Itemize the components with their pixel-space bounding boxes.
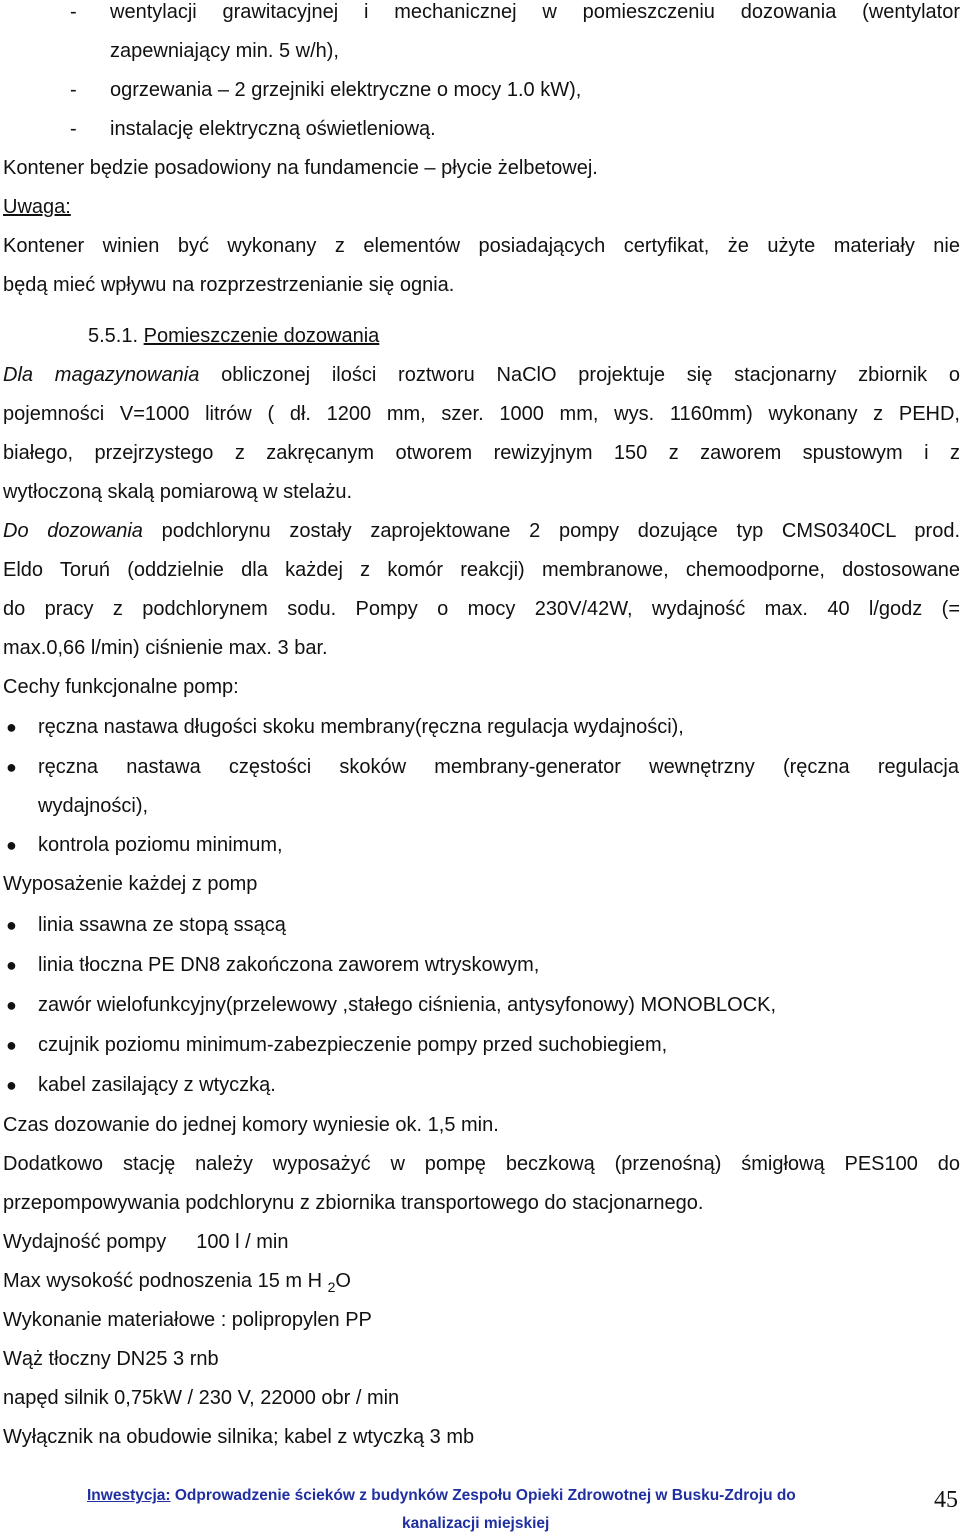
spec-wydajnosc: Wydajność pompy 100 l / min xyxy=(3,1231,289,1253)
paragraph-magazynowanie-line1: Dla magazynowania obliczonej ilości roztworu NaClO projektuje się stacjonarny zbiornik o xyxy=(3,364,960,386)
spec-naped: napęd silnik 0,75kW / 230 V, 22000 obr / min xyxy=(3,1387,400,1409)
paragraph-magazynowanie-line2: pojemności V=1000 litrów ( dł. 1200 mm, szer. 1000 mm, wys. 1160mm) wykonany z PEHD, xyxy=(3,403,960,425)
bullet-icon: ● xyxy=(6,955,17,975)
bullet-icon: ● xyxy=(6,995,17,1015)
bullet-icon: ● xyxy=(6,1035,17,1055)
uwaga-text-line1: Kontener winien być wykonany z elementów posiadających certyfikat, że użyte materiały nie xyxy=(3,235,960,257)
spec-waz: Wąż tłoczny DN25 3 rnb xyxy=(3,1348,219,1370)
cechy-heading: Cechy funkcjonalne pomp: xyxy=(3,676,239,698)
section-number: 5.5.1. xyxy=(88,325,139,347)
spec-wylacznik: Wyłącznik na obudowie silnika; kabel z wtyczką 3 mb xyxy=(3,1426,475,1448)
list-item-continuation: zapewniający min. 5 w/h), xyxy=(110,40,339,62)
dodatkowo-line2: przepompowywania podchlorynu z zbiornika transportowego do stacjonarnego. xyxy=(3,1192,704,1214)
dodatkowo-line1: Dodatkowo stację należy wyposażyć w pompę beczkową (przenośną) śmigłową PES100 do xyxy=(3,1153,960,1175)
section-heading xyxy=(88,324,379,348)
bullet-icon: ● xyxy=(6,835,17,855)
bullet-item-continuation: wydajności), xyxy=(38,795,149,817)
footer-line2: kanalizacji miejskiej xyxy=(402,1515,550,1532)
bullet-icon: ● xyxy=(6,757,17,777)
paragraph-dozowanie-line3: do pracy z podchlorynem sodu. Pompy o mocy 230V/42W, wydajność max. 40 l/godz (= xyxy=(3,598,960,620)
bullet-icon: ● xyxy=(6,717,17,737)
paragraph-dozowanie-line2: Eldo Toruń (oddzielnie dla każdej z komór reakcji) membranowe, chemoodporne, dostosowane xyxy=(3,559,960,581)
paragraph-fundament: Kontener będzie posadowiony na fundamencie – płycie żelbetowej. xyxy=(3,157,598,179)
section-title: Pomieszczenie dozowania xyxy=(143,325,380,347)
bullet-icon: ● xyxy=(6,1075,17,1095)
spec-material: Wykonanie materiałowe : polipropylen PP xyxy=(3,1309,372,1331)
uwaga-text-line2: będą mieć wpływu na rozprzestrzenianie się ognia. xyxy=(3,274,455,296)
paragraph-magazynowanie-line3: białego, przejrzystego z zakręcanym otworem rewizyjnym 150 z zaworem spustowym i z xyxy=(3,442,960,464)
spec-wysokosc: Max wysokość podnoszenia 15 m H $_2$O xyxy=(3,1270,351,1295)
bullet-icon: ● xyxy=(6,915,17,935)
czas-dozowania: Czas dozowanie do jednej komory wyniesie ok. 1,5 min. xyxy=(3,1114,499,1136)
footer-line1: Inwestycja: Odprowadzenie ścieków z budynków Zespołu Opieki Zdrowotnej w Busku-Zdroju do xyxy=(87,1487,796,1504)
uwaga-label: Uwaga: xyxy=(3,196,71,218)
paragraph-magazynowanie-line4: wytłoczoną skalą pomiarową w stelażu. xyxy=(3,481,353,503)
footer-label: Inwestycja: xyxy=(87,1487,171,1504)
paragraph-dozowanie-line1: Do dozowania podchlorynu zostały zaprojektowane 2 pompy dozujące typ CMS0340CL prod. xyxy=(3,520,960,542)
page-number: 45 xyxy=(934,1487,958,1513)
wyposazenie-heading: Wyposażenie każdej z pomp xyxy=(3,873,258,895)
paragraph-dozowanie-line4: max.0,66 l/min) ciśnienie max. 3 bar. xyxy=(3,637,328,659)
